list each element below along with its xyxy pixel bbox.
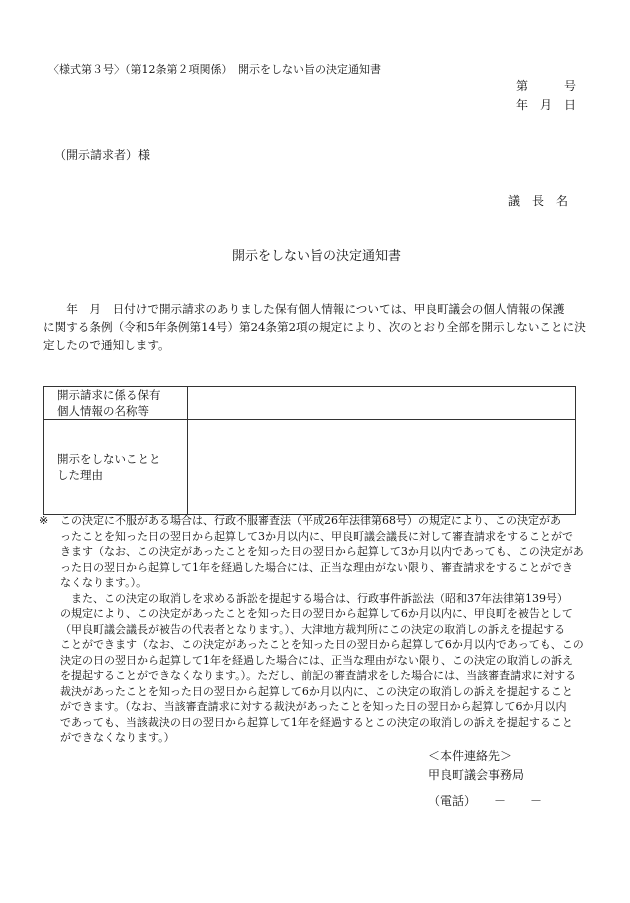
note-line: の規定により、この決定があったことを知った日の翌日から起算して6か月以内に、甲良町を被告として <box>60 607 573 620</box>
body-line-3: 定したので通知します。 <box>43 338 170 352</box>
note-line: 決定の日の翌日から起算して1年を経過した場合には、正当な理由がない限り、この決定の取消しの訴え <box>60 653 573 667</box>
disclosure-table <box>43 386 576 515</box>
contact-office: 甲良町議会事務局 <box>428 768 525 782</box>
info-name-label-line-1: 開示請求に係る保有 <box>57 388 161 402</box>
contact-phone: （電話） － － <box>428 794 543 808</box>
note-line: であっても、当該裁決の日の翌日から起算して1年を経過するとこの決定の取消しの訴えを提起すること <box>60 715 573 729</box>
note-line: この決定に不服がある場合は、行政不服審査法（平成26年法律第68号）の規定により、この決定があ <box>60 514 561 527</box>
reason-label-line-2: した理由 <box>57 468 103 482</box>
note-mark: ※ <box>39 514 49 527</box>
info-name-value[interactable] <box>188 387 576 420</box>
note-line: また、この決定の取消しを求める訴訟を提起する場合は、行政事件訴訟法（昭和37年法律第139号） <box>60 591 568 605</box>
body-line-2: に関する条例（令和5年条例第14号）第24条第2項の規定により、次のとおり全部を開示しないことに決 <box>43 320 586 334</box>
body-line-1: 年 月 日付けで開示請求のありました保有個人情報については、甲良町議会の個人情報の保護 <box>43 302 565 316</box>
note-line: ができなくなります。） <box>60 731 175 744</box>
sender-name: 議 長 名 <box>508 194 569 208</box>
note-line: ことができます（なお、この決定があったことを知った日の翌日から起算して6か月以内であっても、この <box>60 638 584 651</box>
note-line: った日の翌日から起算して1年を経過した場合には、正当な理由がない限り、審査請求をすることができ <box>60 560 573 574</box>
appeal-notes <box>39 513 585 746</box>
note-line: を提起することができなくなります。）。ただし、前記の審査請求をした場合には、当該審査請求に対する <box>60 669 577 682</box>
addressee: （開示請求者）様 <box>54 148 151 162</box>
note-line: 裁決があったことを知った日の翌日から起算して6か月以内に、この決定の取消しの訴えを提起すること <box>60 684 573 698</box>
form-title: 〈様式第３号〉（第12条第２項関係） 開示をしない旨の決定通知書 <box>48 63 381 76</box>
contact-heading: ＜本件連絡先＞ <box>428 749 513 763</box>
document-title: 開示をしない旨の決定通知書 <box>232 249 402 264</box>
document-number-label: 第 号 <box>516 79 577 93</box>
table-row <box>44 387 576 420</box>
reason-label <box>44 420 188 515</box>
note-line: なくなります。）。 <box>60 576 148 589</box>
reason-value[interactable] <box>188 420 576 515</box>
note-line: きます（なお、この決定があったことを知った日の翌日から起算して3か月以内であっても、この決定があ <box>60 545 584 558</box>
note-line: ができます。（なお、当該審査請求に対する裁決があったことを知った日の翌日から起算して6か月以内 <box>60 700 567 713</box>
note-line: ったことを知った日の翌日から起算して3か月以内に、甲良町議会議長に対して審査請求をすることがで <box>60 529 573 543</box>
info-name-label <box>44 387 188 420</box>
date-label: 年 月 日 <box>516 98 577 112</box>
table-row <box>44 420 576 515</box>
info-name-label-line-2: 個人情報の名称等 <box>57 404 149 418</box>
reason-label-line-1: 開示をしないことと <box>57 452 161 466</box>
note-line: （甲良町議会議長が被告の代表者となります。）、大津地方裁判所にこの決定の取消しの訴えを提起する <box>60 622 566 636</box>
